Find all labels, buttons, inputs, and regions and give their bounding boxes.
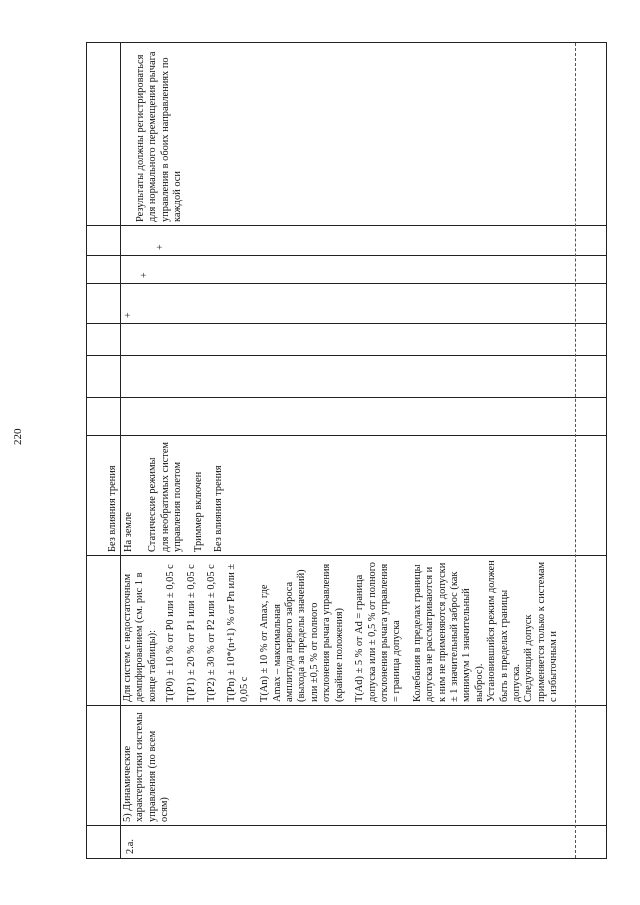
tolerance-next: Следующий допуск применяется только к системам с избыточным и [523,561,560,702]
header-row-line [120,43,121,858]
tolerance-steady-state: Установившийся режим должен быть в пределах границы допуска. [486,560,522,702]
tolerance-intro: Для систем с недостаточным демпфированием (см. рис 1 в конце таблицы): [122,572,158,702]
page-number: 220 [12,428,24,445]
tolerance-text [122,560,561,702]
tolerance-an: T(An) ± 10 % от Amax, где Amax – максимальная амплитуда первого заброса (выхода за пределы значений) или ±0,5 % от полного отклонения рычага управления (крайние положения) [259,563,345,702]
tolerance-p1: T(P1) ± 20 % от P1 или ± 0,05 с [185,564,197,702]
row-id: 2.а. [125,838,136,854]
mark-plus: + [155,244,166,250]
condition-trimmer: Триммер включен [192,471,204,552]
condition-no-friction: Без влияния трения [213,465,225,552]
column-divider [87,435,606,436]
column-divider [87,705,606,706]
tolerance-p0: T(P0) ± 10 % от P0 или ± 0,05 с [165,564,177,702]
requirements-table [86,42,607,859]
notes-text: Результаты должны регистрироваться для нормального перемещения рычага управления в обоих направлениях по каждой оси [135,51,184,222]
column-divider [87,825,606,826]
dashed-line [575,43,576,858]
column-divider [87,283,606,284]
column-divider [87,255,606,256]
tolerance-oscillation: Колебания в пределах границы допуска не рассматриваются и к ним не применяются допуски [411,562,448,702]
mark-plus: + [139,272,150,278]
friction-header: Без влияния трения [107,465,118,552]
tolerance-overshoot: ± 1 значительный заброс (как минимум 1 значительный выброс). [448,571,485,702]
column-divider [87,323,606,324]
condition-static: Статические режимы для необратимых систем управления полетом [147,441,184,552]
row-title: 5) Динамические характеристики системы управления (по всем осям) [122,712,171,822]
condition-ground: На земле [123,512,134,552]
column-divider [87,397,606,398]
column-divider [87,355,606,356]
tolerance-pn: T(Pn) ± 10*(n+1) % от Pn или ± 0,05 с [226,563,250,702]
tolerance-p2: T(P2) ± 30 % от P2 или ± 0,05 с [206,564,218,702]
conditions-text [123,440,225,552]
tolerance-ad: T(Ad) ± 5 % от Ad = граница допуска или ± 0,5 % от полного отклонения рычага управления = граница допуска [354,562,403,702]
mark-plus: + [123,312,134,318]
column-divider [87,555,606,556]
column-divider [87,225,606,226]
